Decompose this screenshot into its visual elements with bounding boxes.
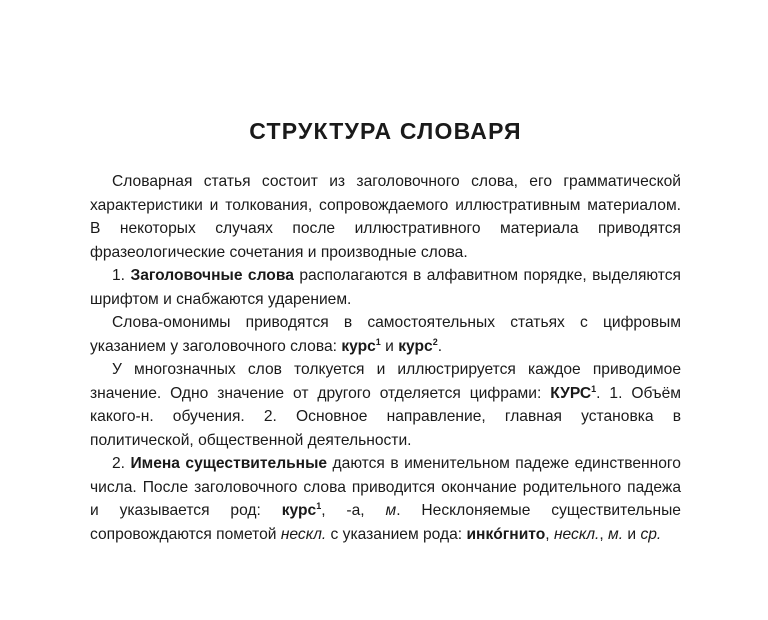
nouns-text: . Несклоняемые существительные сопровождаются пометой (90, 502, 681, 543)
example-word: курс (398, 337, 433, 355)
example-word: КУРС (550, 384, 592, 402)
homonym-index: 1 (316, 501, 322, 511)
paragraph-headwords (90, 264, 681, 311)
homonyms-text: Слова-омонимы приводятся в самостоятельных статьях с цифровым указанием у заголовочного слова: (90, 314, 681, 355)
example-word: курс (341, 337, 376, 355)
paragraph-nouns (90, 452, 681, 546)
separator: , (599, 525, 604, 543)
gender-mark: ср. (640, 525, 662, 543)
genitive-ending: , -а, (321, 502, 365, 519)
gender-mark: м. (608, 525, 624, 543)
page (90, 0, 681, 620)
homonym-index: 1 (375, 336, 381, 347)
paragraph-polysemy (90, 358, 681, 452)
article-body (90, 170, 681, 546)
section-number: 2. (112, 455, 126, 472)
section-number: 1. (112, 267, 126, 284)
term-nouns: Имена существительные (130, 455, 328, 472)
intro-text: Словарная статья состоит из заголовочного слова, его грамматической характеристики и толкования, сопровождаемого иллюстративным материалом. В некоторых случаях после иллюстративного материала приводятся фразеологические сочетания и производные слова. (90, 173, 681, 261)
nouns-text: с указанием рода: (330, 525, 463, 543)
term-headwords: Заголовочные слова (130, 267, 294, 284)
paragraph-homonyms (90, 311, 681, 358)
conjunction: и (385, 337, 394, 355)
polysemy-text: У многозначных слов толкуется и иллюстрируется каждое приводимое значение. Одно значение от другого отделяется цифрами: (90, 361, 681, 402)
conjunction: и (627, 525, 637, 543)
nouns-text: даются в именительном падеже единственного числа. После заголовочного слова приводится окончание родительного падежа и указывается род: (90, 455, 681, 519)
homonym-index: 1 (591, 383, 597, 394)
headwords-text: располагаются в алфавитном порядке, выделяются шрифтом и снабжаются ударением. (90, 267, 681, 308)
polysemy-example: . 1. Объём какого-н. обучения. 2. Основное направление, главная установка в политической, общественной деятельности. (90, 384, 681, 449)
example-word: инкóгнито (466, 525, 546, 543)
separator: , (545, 525, 550, 543)
period: . (437, 337, 443, 355)
indeclinable-mark: нескл. (553, 525, 600, 543)
page-title: СТРУКТУРА СЛОВАРЯ (249, 118, 522, 144)
homonym-index: 2 (432, 336, 438, 347)
example-word: курс (281, 502, 317, 519)
gender-mark: м (385, 502, 397, 519)
paragraph-intro (90, 170, 681, 264)
indeclinable-mark: нескл. (280, 525, 327, 543)
